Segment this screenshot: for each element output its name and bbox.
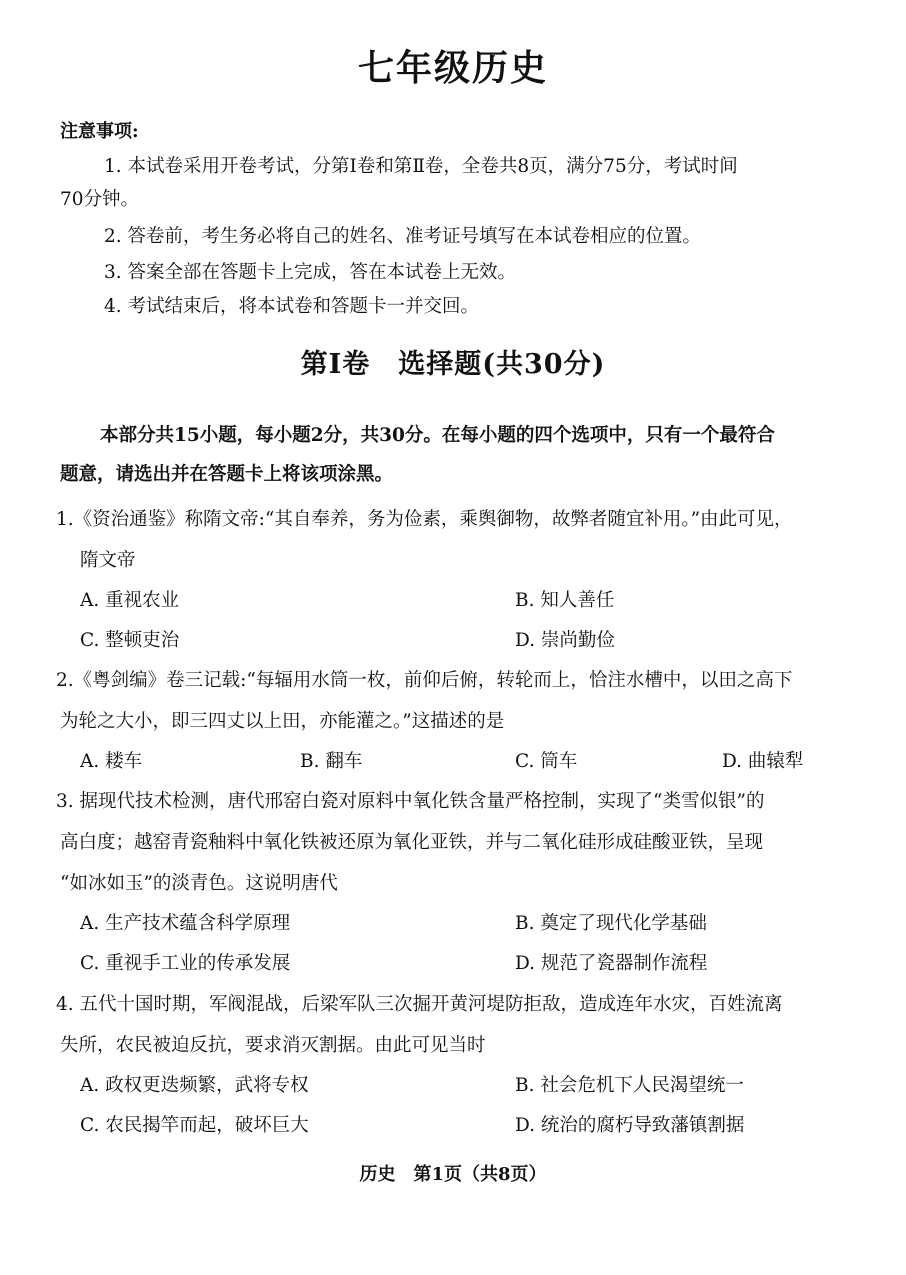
option-d[interactable]: D. 曲辕犁 (722, 751, 804, 772)
option-a[interactable]: A. 重视农业 (80, 590, 180, 611)
option-b[interactable]: B. 社会危机下人民渴望统一 (515, 1075, 744, 1096)
option-d[interactable]: D. 崇尚勤俭 (515, 630, 615, 651)
option-c[interactable]: C. 重视手工业的传承发展 (80, 953, 291, 974)
note-item-2: 2. 答卷前，考生务必将自己的姓名、准考证号填写在本试卷相应的位置。 (104, 226, 702, 247)
option-d[interactable]: D. 统治的腐朽导致藩镇割据 (515, 1115, 745, 1136)
option-a[interactable]: A. 政权更迭频繁，武将专权 (80, 1075, 309, 1096)
option-b[interactable]: B. 奠定了现代化学基础 (515, 913, 707, 934)
question-stem: 3. 据现代技术检测，唐代邢窑白瓷对原料中氧化铁含量严格控制，实现了“类雪似银”的 (56, 791, 765, 812)
question-stem-cont: 高白度；越窑青瓷釉料中氧化铁被还原为氧化亚铁，并与二氧化硅形成硅酸亚铁，呈现 (60, 832, 764, 853)
option-b[interactable]: B. 知人善任 (515, 590, 615, 611)
section-heading: 第Ⅰ卷 选择题(共30分) (300, 349, 606, 380)
question-stem: 1.《资治通鉴》称隋文帝:“其自奉养，务为俭素，乘舆御物，故弊者随宜补用。”由此可见， (56, 509, 793, 530)
section-intro-cont: 题意，请选出并在答题卡上将该项涂黑。 (60, 464, 394, 485)
note-item-3: 3. 答案全部在答题卡上完成，答在本试卷上无效。 (104, 262, 517, 283)
option-b[interactable]: B. 翻车 (300, 751, 363, 772)
question-stem-cont: 失所，农民被迫反抗，要求消灭割据。由此可见当时 (60, 1035, 486, 1056)
question-stem-cont: 为轮之大小，即三四丈以上田，亦能灌之。”这描述的是 (60, 711, 505, 732)
section-intro: 本部分共15小题，每小题2分，共30分。在每小题的四个选项中，只有一个最符合 (100, 425, 775, 446)
notes-heading: 注意事项: (60, 121, 139, 142)
option-c[interactable]: C. 农民揭竿而起，破坏巨大 (80, 1115, 309, 1136)
note-item-1: 1. 本试卷采用开卷考试，分第Ⅰ卷和第Ⅱ卷，全卷共8页，满分75分，考试时间 (104, 156, 738, 177)
exam-title: 七年级历史 (357, 47, 548, 89)
question-stem: 4. 五代十国时期，军阀混战，后梁军队三次掘开黄河堤防拒敌，造成连年水灾，百姓流离 (56, 994, 783, 1015)
question-stem-cont: 隋文帝 (80, 550, 136, 571)
question-stem: 2.《粤剑编》卷三记载:“每辐用水筒一枚，前仰后俯，转轮而上，恰注水槽中，以田之高下 (56, 670, 793, 691)
page-footer: 历史 第1页（共8页） (359, 1164, 547, 1185)
note-item-1-cont: 70分钟。 (60, 189, 140, 210)
option-a[interactable]: A. 生产技术蕴含科学原理 (80, 913, 291, 934)
option-c[interactable]: C. 整顿吏治 (80, 630, 180, 651)
note-item-4: 4. 考试结束后，将本试卷和答题卡一并交回。 (104, 296, 480, 317)
option-a[interactable]: A. 耧车 (80, 751, 143, 772)
option-d[interactable]: D. 规范了瓷器制作流程 (515, 953, 708, 974)
option-c[interactable]: C. 筒车 (515, 751, 578, 772)
question-stem-cont: “如冰如玉”的淡青色。这说明唐代 (60, 873, 338, 894)
